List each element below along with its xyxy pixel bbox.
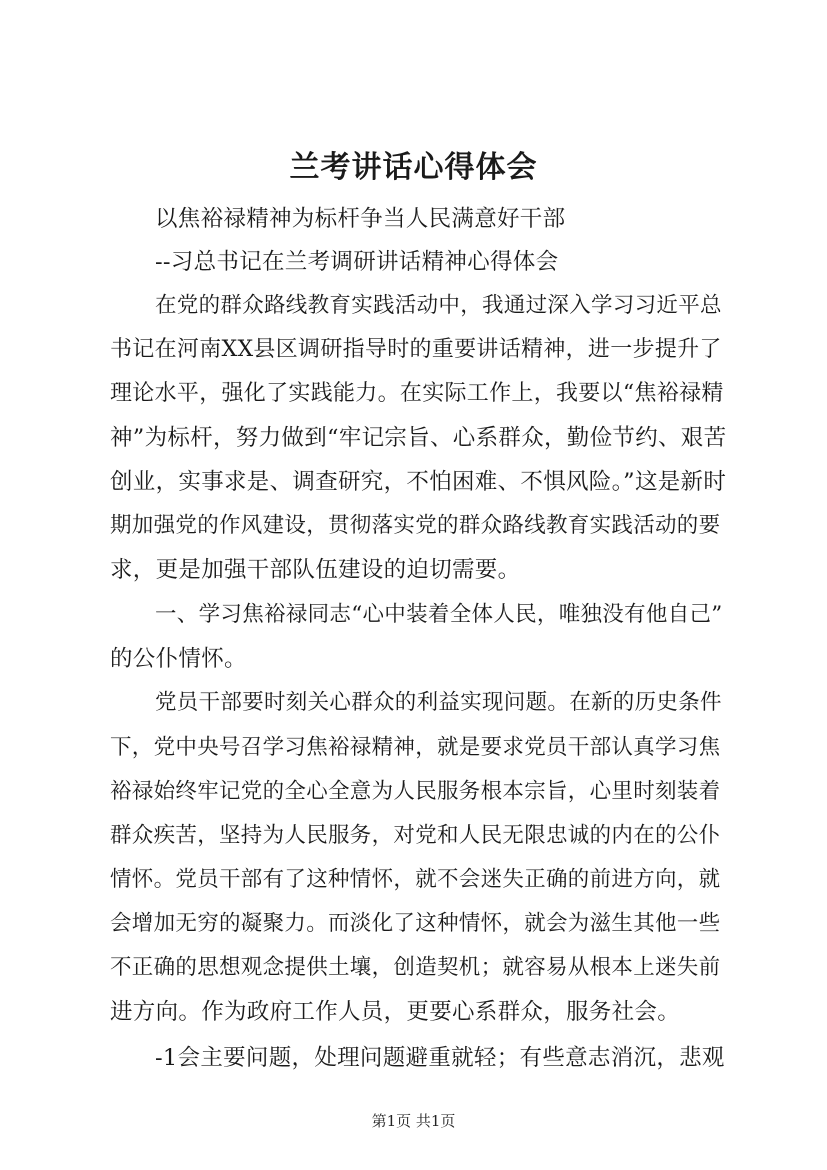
page-footer: 第1页 共1页 — [371, 1112, 456, 1130]
body-line: 情怀。党员干部有了这种情怀，就不会迷失正确的前进方向，就 — [110, 867, 721, 892]
body-line: 理论水平，强化了实践能力。在实际工作上，我要以“焦裕禄精 — [110, 381, 724, 406]
body-line: 进方向。作为政府工作人员，更要心系群众，服务社会。 — [110, 999, 681, 1025]
body-line: 不正确的思想观念提供土壤，创造契机；就容易从根本上迷失前 — [110, 955, 721, 980]
document-subtitle: 以焦裕禄精神为标杆争当人民满意好干部 — [155, 206, 566, 232]
document-byline: --习总书记在兰考调研讲话精神心得体会 — [155, 249, 559, 275]
body-line: 求，更是加强干部队伍建设的迫切需要。 — [110, 557, 521, 583]
body-line: 党员干部要时刻关心群众的利益实现问题。在新的历史条件 — [155, 690, 722, 715]
section-heading: 一、学习焦裕禄同志“心中装着全体人民，唯独没有他自己” — [155, 602, 723, 627]
body-line: 创业，实事求是、调查研究，不怕困难、不惧风险。”这是新时 — [110, 469, 727, 495]
body-line: 下，党中央号召学习焦裕禄精神，就是要求党员干部认真学习焦 — [110, 735, 721, 760]
document-title: 兰考讲话心得体会 — [289, 150, 538, 185]
section-heading: 的公仆情怀。 — [110, 646, 247, 672]
body-line: 神”为标杆，努力做到“牢记宗旨、心系群众，勤俭节约、艰苦 — [110, 425, 727, 451]
body-line: -1会主要问题，处理问题避重就轻；有些意志消沉，悲观 — [155, 1045, 725, 1071]
body-line: 在党的群众路线教育实践活动中，我通过深入学习习近平总 — [155, 293, 722, 318]
body-line: 期加强党的作风建设，贯彻落实党的群众路线教育实践活动的要 — [110, 513, 721, 538]
body-line: 书记在河南XX县区调研指导时的重要讲话精神，进一步提升了 — [110, 337, 722, 362]
body-line: 会增加无穷的凝聚力。而淡化了这种情怀，就会为滋生其他一些 — [110, 911, 721, 936]
body-line: 群众疾苦，坚持为人民服务，对党和人民无限忠诚的内在的公仆 — [110, 823, 721, 848]
body-line: 裕禄始终牢记党的全心全意为人民服务根本宗旨，心里时刻装着 — [110, 779, 721, 804]
